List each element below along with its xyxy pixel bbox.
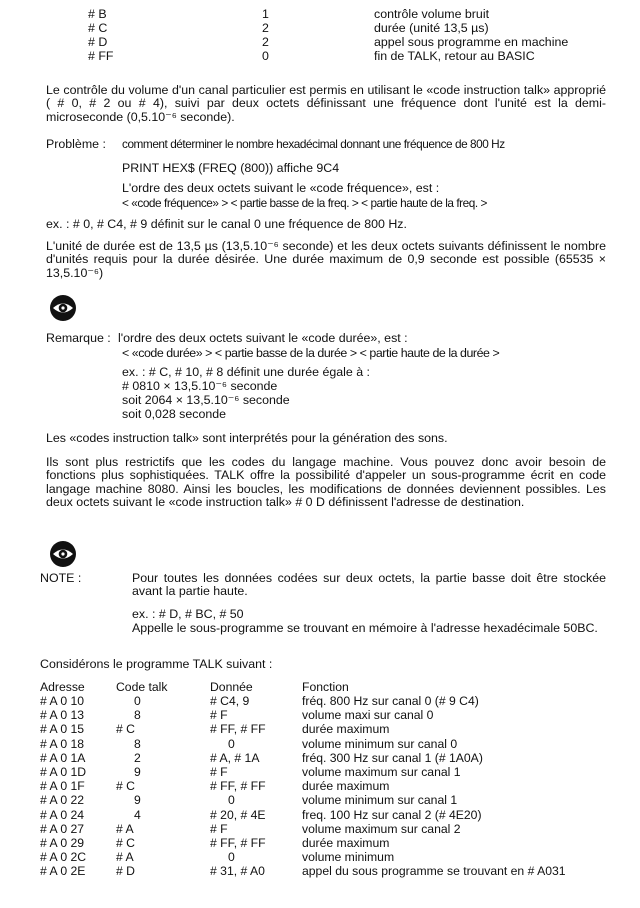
- cell-adresse: # A 0 1F: [40, 779, 85, 794]
- cell-code-talk: 8: [134, 708, 141, 723]
- program-table-header: [0, 681, 640, 694]
- cell-code-talk: # D: [116, 864, 135, 879]
- cell-adresse: # A 0 1A: [40, 750, 86, 765]
- cell-fonction: appel du sous programme se trouvant en # A031: [302, 864, 566, 879]
- value-c: 2: [262, 21, 269, 35]
- remarque-line-1: l'ordre des deux octets suivant le «code durée», est :: [118, 331, 408, 345]
- remarque-line-2: < «code durée» > < partie basse de la durée > < partie haute de la durée >: [122, 346, 500, 360]
- note-ex-2: Appelle le sous-programme se trouvant en mémoire à l'adresse hexadécimale 50BC.: [132, 621, 598, 635]
- cell-adresse: # A 0 22: [40, 793, 85, 808]
- value-d: 2: [262, 35, 269, 49]
- probleme-line-4: < «code fréquence» > < partie basse de la freq. > < partie haute de la freq. >: [122, 196, 487, 210]
- desc-ff: fin de TALK, retour au BASIC: [374, 49, 535, 63]
- remarque-ex-1: ex. : # C, # 10, # 8 définit une durée égale à :: [122, 365, 370, 379]
- cell-code-talk: # C: [116, 779, 135, 794]
- table-row: [0, 823, 640, 836]
- cell-code-talk: # C: [116, 836, 135, 850]
- cell-adresse: # A 0 13: [40, 708, 85, 723]
- header-fonction: Fonction: [302, 680, 349, 694]
- eye-icon: [48, 294, 78, 322]
- cell-code-talk: 2: [134, 750, 141, 765]
- cell-adresse: # A 0 29: [40, 836, 85, 850]
- remarque-ex-2: # 0810 × 13,5.10⁻⁶ seconde: [122, 379, 278, 393]
- cell-fonction: durée maximum: [302, 836, 390, 850]
- cell-donnee: # 20, # 4E: [210, 807, 266, 822]
- probleme-label: Problème :: [46, 137, 106, 151]
- table-row: [0, 780, 640, 793]
- desc-b: contrôle volume bruit: [374, 7, 490, 21]
- table-row: [0, 809, 640, 822]
- cell-fonction: volume minimum: [302, 850, 395, 865]
- table-row: [0, 837, 640, 850]
- cell-donnee: # FF, # FF: [210, 836, 266, 850]
- cell-code-talk: 4: [134, 807, 141, 822]
- note-text: Pour toutes les données codées sur deux octets, la partie basse doit être stockée avant la partie haute.: [132, 571, 606, 599]
- table-row: [0, 709, 640, 722]
- table-row: [0, 695, 640, 708]
- table-row: [0, 794, 640, 807]
- table-row: [0, 865, 640, 878]
- cell-fonction: freq. 100 Hz sur canal 2 (# 4E20): [302, 807, 482, 822]
- cell-donnee: 0: [228, 850, 235, 865]
- cell-fonction: volume maxi sur canal 0: [302, 708, 434, 723]
- cell-fonction: volume maximum sur canal 1: [302, 765, 461, 779]
- cell-fonction: durée maximum: [302, 722, 390, 737]
- cell-adresse: # A 0 2E: [40, 864, 86, 879]
- note-ex-1: ex. : # D, # BC, # 50: [132, 607, 244, 621]
- cell-donnee: # F: [210, 821, 228, 836]
- cell-adresse: # A 0 10: [40, 694, 85, 708]
- paragraph-codes: Les «codes instruction talk» sont interprétés pour la génération des sons.: [46, 431, 448, 445]
- cell-donnee: # A, # 1A: [210, 750, 260, 765]
- cell-adresse: # A 0 24: [40, 807, 85, 822]
- paragraph-restrictifs: Ils sont plus restrictifs que les codes du langage machine. Vous pouvez donc avoir besoin de fonctions plus sophistiquées. TALK offre la possibilité d'appeler un sous-programme écrit en code langage machine 8080. Ainsi les boucles, les modifications de données deviennent possibles. Les deux octets suivant le «code instruction talk» # 0 D définissent l'adresse de destination.: [46, 455, 606, 510]
- table-row: [0, 723, 640, 736]
- code-c: # C: [88, 21, 108, 35]
- cell-adresse: # A 0 27: [40, 821, 85, 836]
- header-adresse: Adresse: [40, 680, 85, 694]
- cell-code-talk: 9: [134, 765, 141, 779]
- value-b: 1: [262, 7, 269, 21]
- cell-fonction: fréq. 300 Hz sur canal 1 (# 1A0A): [302, 750, 483, 765]
- remarque-ex-3: soit 2064 × 13,5.10⁻⁶ seconde: [122, 393, 290, 407]
- eye-icon: [48, 540, 78, 568]
- cell-fonction: durée maximum: [302, 779, 390, 794]
- table-row: [0, 851, 640, 864]
- header-donnee: Donnée: [210, 680, 253, 694]
- cell-code-talk: 8: [134, 736, 141, 751]
- cell-code-talk: 0: [134, 694, 141, 708]
- cell-donnee: # F: [210, 708, 228, 723]
- cell-donnee: 0: [228, 793, 235, 808]
- cell-adresse: # A 0 18: [40, 736, 85, 751]
- cell-code-talk: # A: [116, 850, 134, 865]
- paragraph-volume: Le contrôle du volume d'un canal particulier est permis en utilisant le «code instruction talk» approprié ( # 0, # 2 ou # 4), suivi par deux octets définissant une fréquence dont l'unité est la demi-microseconde (0,5.10⁻⁶ seconde).: [46, 83, 606, 124]
- header-code-talk: Code talk: [116, 680, 168, 694]
- code-ff: # FF: [88, 49, 114, 63]
- probleme-line-3: L'ordre des deux octets suivant le «code fréquence», est :: [122, 181, 440, 195]
- cell-code-talk: # A: [116, 821, 134, 836]
- considerons: Considérons le programme TALK suivant :: [40, 657, 273, 671]
- code-b: # B: [88, 7, 107, 21]
- cell-donnee: 0: [228, 736, 235, 751]
- cell-code-talk: # C: [116, 722, 135, 737]
- note-label: NOTE :: [40, 571, 82, 585]
- probleme-line-2: PRINT HEX$ (FREQ (800)) affiche 9C4: [122, 161, 340, 175]
- desc-d: appel sous programme en machine: [374, 35, 569, 49]
- value-ff: 0: [262, 49, 269, 63]
- example-frequency: ex. : # 0, # C4, # 9 définit sur le canal 0 une fréquence de 800 Hz.: [46, 217, 407, 231]
- cell-fonction: volume minimum sur canal 0: [302, 736, 458, 751]
- cell-donnee: # FF, # FF: [210, 722, 266, 737]
- remarque-ex-4: soit 0,028 seconde: [122, 407, 227, 421]
- cell-donnee: # C4, 9: [210, 694, 250, 708]
- cell-fonction: volume maximum sur canal 2: [302, 821, 461, 836]
- remarque-label: Remarque :: [46, 331, 111, 345]
- cell-fonction: fréq. 800 Hz sur canal 0 (# 9 C4): [302, 694, 479, 708]
- table-row: [0, 766, 640, 779]
- cell-donnee: # 31, # A0: [210, 864, 265, 879]
- cell-adresse: # A 0 2C: [40, 850, 87, 865]
- paragraph-duree: L'unité de durée est de 13,5 µs (13,5.10⁻⁶ seconde) et les deux octets suivants définissent le nombre d'unités requis pour la durée désirée. Une durée maximum de 0,9 seconde est possible (65535 × 13,5.10⁻⁶): [46, 239, 606, 280]
- code-d: # D: [88, 35, 108, 49]
- table-row: [0, 752, 640, 765]
- table-row: [0, 738, 640, 751]
- cell-donnee: # F: [210, 765, 228, 779]
- cell-adresse: # A 0 15: [40, 722, 85, 737]
- cell-donnee: # FF, # FF: [210, 779, 266, 794]
- cell-fonction: volume minimum sur canal 1: [302, 793, 458, 808]
- probleme-line-1: comment déterminer le nombre hexadécimal donnant une fréquence de 800 Hz: [122, 137, 505, 151]
- cell-adresse: # A 0 1D: [40, 765, 87, 779]
- cell-code-talk: 9: [134, 793, 141, 808]
- desc-c: durée (unité 13,5 µs): [374, 21, 489, 35]
